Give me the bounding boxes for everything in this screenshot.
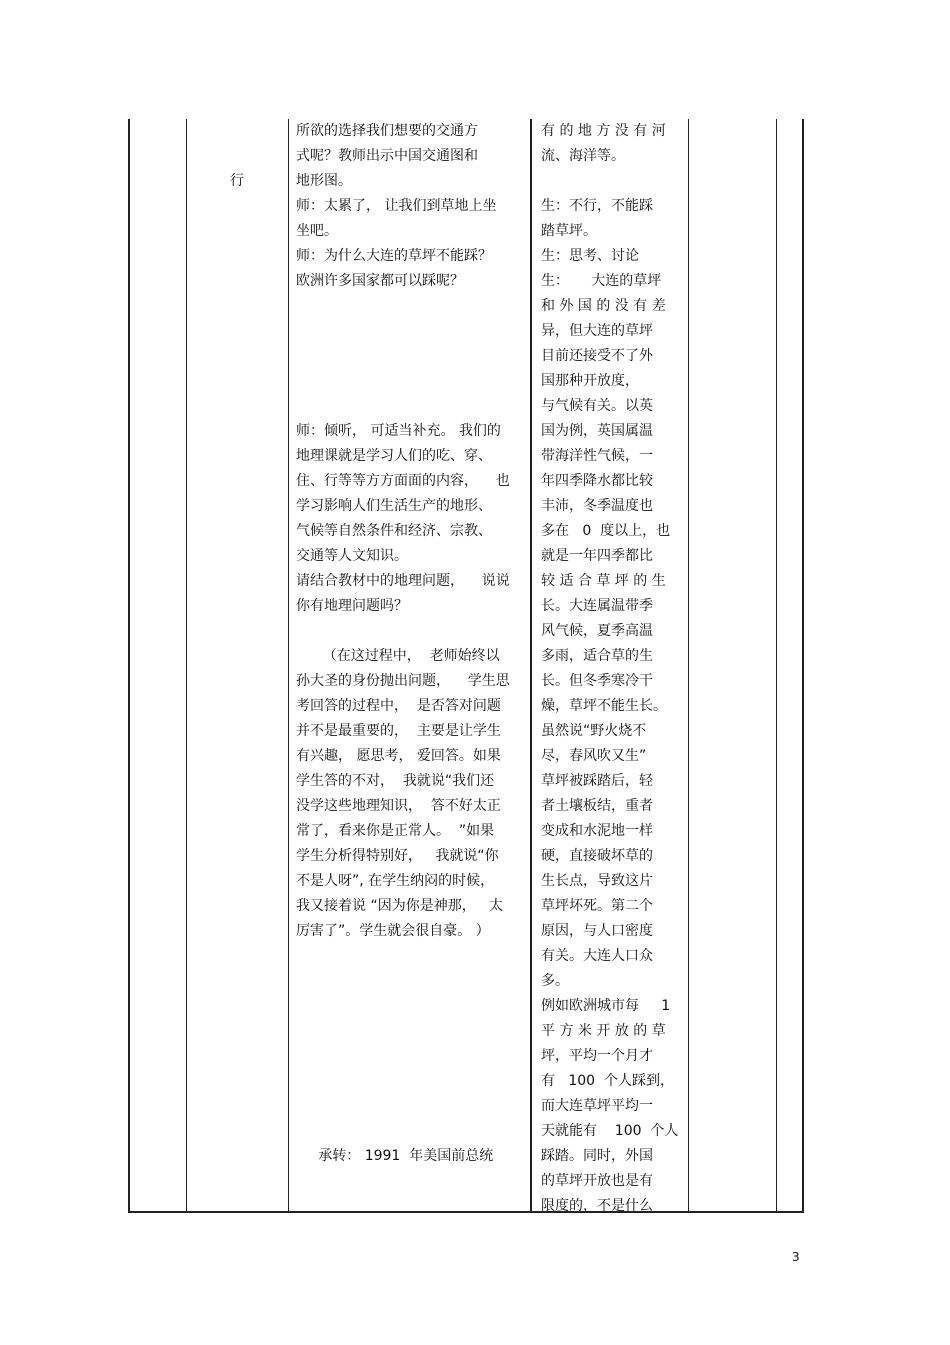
teacher-activity-line: 住、行等等方方面面的内容， 也 [296,473,510,489]
table-col-divider-4 [688,119,689,1212]
student-activity-line: 草坪被踩踏后，轻 [541,773,653,789]
teacher-activity-line: 承转： 1991 年美国前总统 [296,1148,494,1164]
student-activity-line: 多。 [541,973,569,989]
teacher-activity-line: 气候等自然条件和经济、宗教、 [296,523,492,539]
student-activity-line: 例如欧洲城市每 1 [541,998,671,1014]
teacher-activity-line: 不是人呀”, 在学生纳闷的时候， [296,873,495,889]
student-activity-line: 踩踏。同时，外国 [541,1148,653,1164]
student-activity-line: 生：不行，不能踩 [541,198,653,214]
student-activity-line: 而大连草坪平均一 [541,1098,653,1114]
page-number: 3 [792,1250,800,1264]
student-activity-line: 燥，草坪不能生长。 [541,698,667,714]
student-activity-line: 踏草坪。 [541,223,597,239]
student-activity-line: 天就能有 100 个人 [541,1123,679,1139]
teacher-activity-line [296,969,522,994]
teacher-activity-line: 厉害了”。学生就会很自豪。 ） [296,923,490,939]
teacher-activity-line [296,619,522,644]
teacher-activity-line: 请结合教材中的地理问题， 说说 [296,573,510,589]
teacher-activity-line [296,1069,522,1094]
teacher-activity-line: 地理课就是学习人们的吃、穿、 [296,448,492,464]
table-col-divider-1 [186,119,187,1212]
student-activity-line: 国为例，英国属温 [541,423,653,439]
student-activity-line: 坪，平均一个月才 [541,1048,653,1064]
teacher-activity-line [296,1019,522,1044]
teacher-activity-line [296,369,522,394]
student-activity-line: 和 外 国 的 没 有 差 [541,298,666,314]
teacher-activity-line: 没学这些地理知识， 答不好太正 [296,798,501,814]
teacher-activity-line [296,294,522,319]
teacher-activity-line [296,944,522,969]
student-activity-line: 虽然说“野火烧不 [541,723,647,739]
student-activity-line: 流、海洋等。 [541,148,625,164]
teacher-activity-line: 你有地理问题吗？ [296,598,408,614]
teacher-activity-line: 学习影响人们生活生产的地形、 [296,498,492,514]
teacher-activity-line: 师：为什么大连的草坪不能踩？ [296,248,492,264]
table-col-divider-2 [288,119,289,1212]
student-activity-line: 就是一年四季都比 [541,548,653,564]
teacher-activity-line [296,1094,522,1119]
table-col-divider-5 [776,119,777,1212]
teacher-activity-line [296,344,522,369]
teacher-activity-line: 式呢？教师出示中国交通图和 [296,148,478,164]
teacher-activity-line: 考回答的过程中， 是否答对问题 [296,698,501,714]
student-activity-line: 变成和水泥地一样 [541,823,653,839]
teacher-activity-line: 坐吧。 [296,223,338,239]
student-activity-line: 平 方 米 开 放 的 草 [541,1023,666,1039]
teacher-activity-line: （在这过程中， 老师始终以 [296,648,500,664]
teacher-activity-line: 并不是最重要的， 主要是让学生 [296,723,501,739]
student-activity-line: 生：思考、讨论 [541,248,639,264]
teacher-activity-line [296,994,522,1019]
student-activity-line: 者土壤板结，重者 [541,798,653,814]
student-activity-line: 的草坪开放也是有 [541,1173,653,1189]
teacher-activity-line: 师：倾听， 可适当补充。 我们的 [296,423,501,439]
student-activity-line: 有关。大连人口众 [541,948,653,964]
student-activity-line: 生长点，导致这片 [541,873,653,889]
student-activity-line: 长。大连属温带季 [541,598,653,614]
student-activity-line: 硬，直接破坏草的 [541,848,653,864]
table-border-bottom [128,1211,804,1213]
step-label-cell [188,169,286,194]
student-activity-line: 原因，与人口密度 [541,923,653,939]
teacher-activity-line [296,394,522,419]
teacher-activity-line [296,319,522,344]
step-label: 行 [230,173,244,189]
student-activity-line: 有 的 地 方 没 有 河 [541,123,666,139]
teacher-activity-line: 我又接着说 “因为你是神那， 太 [296,898,504,914]
student-activity-line: 年四季降水都比较 [541,473,653,489]
table-border-right [802,119,804,1212]
student-activity-line: 与气候有关。以英 [541,398,653,414]
teacher-activity-line: 有兴趣， 愿思考， 爱回答。如果 [296,748,501,764]
teacher-activity-cell [296,119,522,1169]
student-activity-line: 国那种开放度， [541,373,639,389]
student-activity-line: 多雨，适合草的生 [541,648,653,664]
student-activity-line: 长。但冬季寒冷干 [541,673,653,689]
teacher-activity-line: 学生分析得特别好， 我就说“你 [296,848,499,864]
teacher-activity-line: 欧洲许多国家都可以踩呢？ [296,273,464,289]
student-activity-line: 多在 0 度以上，也 [541,523,671,539]
student-activity-cell [541,119,683,1219]
student-activity-line: 带海洋性气候，一 [541,448,653,464]
student-activity-line: 有 100 个人踩到， [541,1073,674,1089]
student-activity-line: 丰沛，冬季温度也 [541,498,653,514]
table-col-divider-3 [530,119,532,1212]
student-activity-line: 较 适 合 草 坪 的 生 [541,573,666,589]
student-activity-line: 尽，春风吹又生” [541,748,647,764]
teacher-activity-line [296,1044,522,1069]
teacher-activity-line: 交通等人文知识。 [296,548,408,564]
student-activity-line [541,169,683,194]
teacher-activity-line: 师：太累了， 让我们到草地上坐 [296,198,497,214]
teacher-activity-line: 所欲的选择我们想要的交通方 [296,123,478,139]
student-activity-line: 异，但大连的草坪 [541,323,653,339]
student-activity-line: 目前还接受不了外 [541,348,653,364]
teacher-activity-line: 孙大圣的身份抛出问题， 学生思 [296,673,510,689]
teacher-activity-line: 常了，看来你是正常人。 ”如果 [296,823,495,839]
student-activity-line: 生： 大连的草坪 [541,273,662,289]
table-border-left [128,119,130,1212]
teacher-activity-line: 学生答的不对， 我就说“我们还 [296,773,495,789]
teacher-activity-line [296,1119,522,1144]
student-activity-line: 风气候，夏季高温 [541,623,653,639]
student-activity-line: 限度的，不是什么 [541,1198,653,1214]
student-activity-line: 草坪坏死。第二个 [541,898,653,914]
teacher-activity-line: 地形图。 [296,173,352,189]
